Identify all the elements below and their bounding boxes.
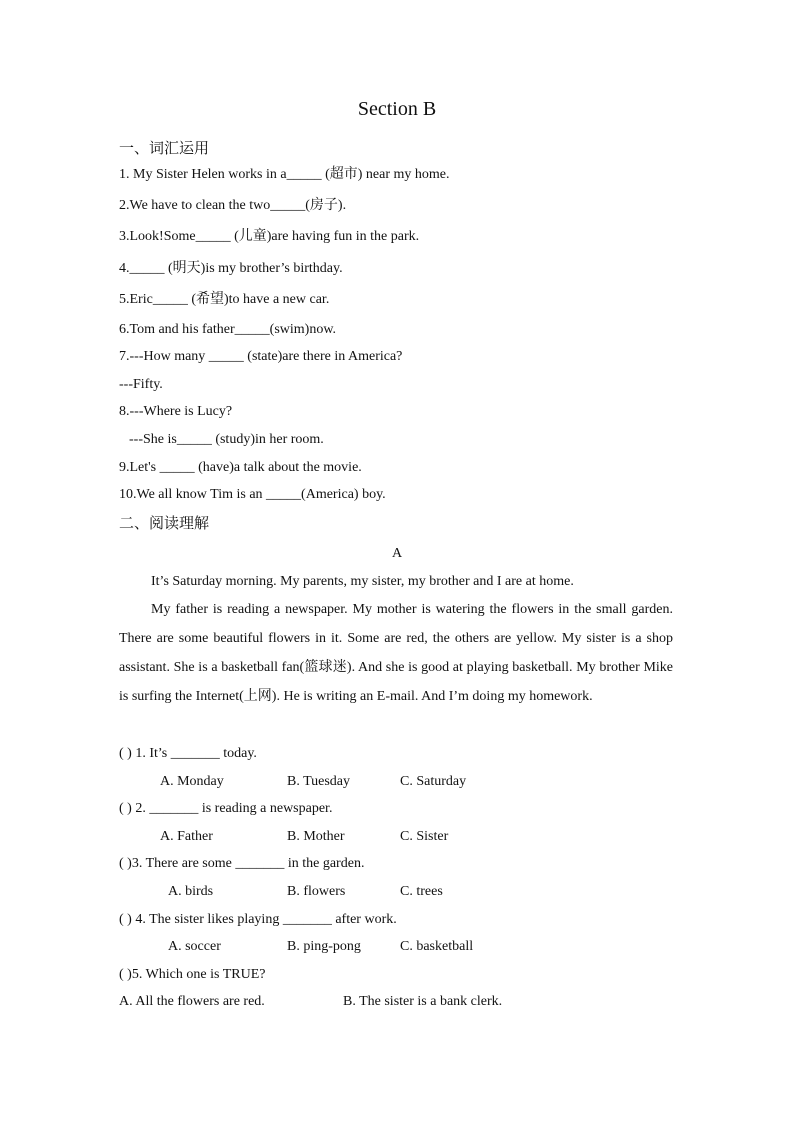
vocab-item-3: 3.Look!Some_____ (儿童)are having fun in the park.	[119, 229, 420, 244]
vocab-item-6: 6.Tom and his father_____(swim)now.	[119, 322, 337, 337]
question-1-stem: ( ) 1. It’s _______ today.	[119, 746, 257, 761]
question-1-option-b: B. Tuesday	[287, 774, 351, 789]
passage-paragraph-2	[119, 595, 673, 711]
question-2-option-a: A. Father	[160, 829, 213, 844]
vocab-item-5: 5.Eric_____ (希望)to have a new car.	[119, 292, 330, 307]
passage-paragraph-1	[119, 567, 673, 596]
question-5-option-a: A. All the flowers are red.	[119, 994, 265, 1009]
question-4-option-c: C. basketball	[400, 939, 474, 954]
vocab-item-8: 8.---Where is Lucy?	[119, 404, 233, 419]
question-2-stem: ( ) 2. _______ is reading a newspaper.	[119, 801, 333, 816]
question-3-option-b: B. flowers	[287, 884, 346, 899]
vocab-item-9: 9.Let's _____ (have)a talk about the movie.	[119, 460, 362, 475]
passage-paragraph-1-text: It’s Saturday morning. My parents, my sister, my brother and I are at home.	[151, 574, 574, 589]
question-5-option-b: B. The sister is a bank clerk.	[343, 994, 503, 1009]
passage-paragraph-2-text: My father is reading a newspaper. My mother is watering the flowers in the small garden. There are some beautiful flowers in it. Some are red, the others are yellow. My sister is a shop assistant. She is a basketball fan(篮球迷). And she is good at playing basketball. My brother Mike is surfing the Internet(上网). He is writing an E-mail. And I’m doing my homework.	[119, 602, 673, 704]
vocab-item-7-answer: ---Fifty.	[119, 377, 163, 392]
question-4-option-b: B. ping-pong	[287, 939, 361, 954]
question-4-stem: ( ) 4. The sister likes playing _______ after work.	[119, 912, 397, 927]
vocab-item-7: 7.---How many _____ (state)are there in America?	[119, 349, 403, 364]
question-3-option-c: C. trees	[400, 884, 443, 899]
page-title: Section B	[357, 98, 437, 120]
vocab-item-2: 2.We have to clean the two_____(房子).	[119, 198, 347, 213]
question-1-option-c: C. Saturday	[400, 774, 467, 789]
question-2-option-b: B. Mother	[287, 829, 345, 844]
question-1-option-a: A. Monday	[160, 774, 224, 789]
vocab-item-1: 1. My Sister Helen works in a_____ (超市) near my home.	[119, 167, 450, 182]
question-3-option-a: A. birds	[168, 884, 214, 899]
vocab-item-8-answer: ---She is_____ (study)in her room.	[129, 432, 324, 447]
question-5-stem: ( )5. Which one is TRUE?	[119, 967, 266, 982]
question-4-option-a: A. soccer	[168, 939, 221, 954]
question-3-stem: ( )3. There are some _______ in the garden.	[119, 856, 365, 871]
vocab-item-4: 4._____ (明天)is my brother’s birthday.	[119, 261, 343, 276]
passage-label: A	[391, 546, 403, 561]
section-heading-vocabulary: 一、词汇运用	[119, 141, 210, 157]
vocab-item-10: 10.We all know Tim is an _____(America) boy.	[119, 487, 386, 502]
section-heading-reading: 二、阅读理解	[119, 516, 210, 532]
question-2-option-c: C. Sister	[400, 829, 449, 844]
